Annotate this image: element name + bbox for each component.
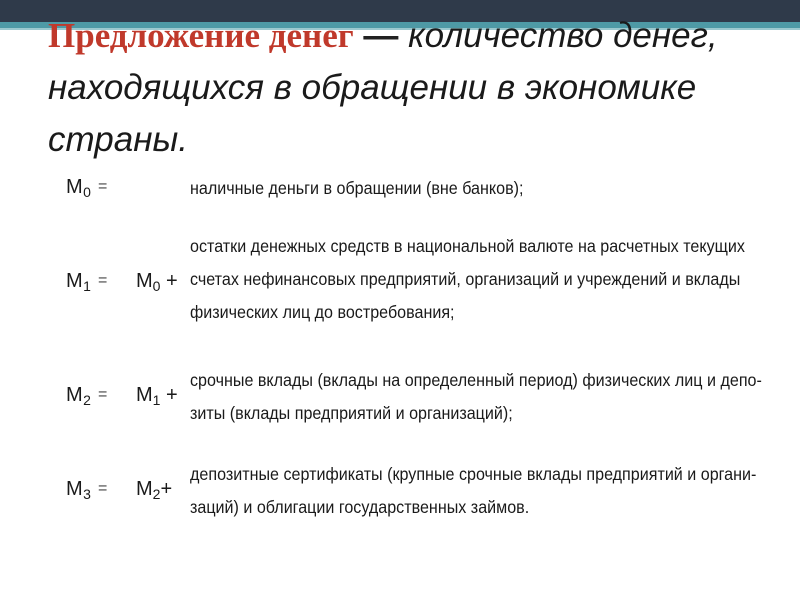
description-line: срочные вклады (вклады на определенный период) физических лиц и депо- — [190, 370, 762, 390]
description-line: остатки денежных средств в национальной валюте на расчетных текущих — [190, 236, 745, 256]
title-dash: — — [363, 16, 399, 55]
previous-aggregate: $M_1$ + — [136, 384, 178, 408]
slide-title — [48, 10, 768, 166]
aggregate-symbol: $M_0$ — [66, 176, 92, 200]
description-line: счетах нефинансовых предприятий, организаций и учреждений и вклады — [190, 269, 741, 289]
aggregate-description — [190, 172, 724, 205]
description-line: депозитные сертификаты (крупные срочные вклады предприятий и органи- — [190, 464, 757, 484]
aggregate-symbol: $M_3$ — [66, 478, 92, 502]
previous-aggregate: $M_2+$ — [136, 478, 173, 502]
aggregate-description — [190, 364, 762, 430]
aggregate-description — [190, 230, 745, 329]
description-line: зиты (вклады предприятий и организаций); — [190, 403, 513, 423]
equals-sign: = — [98, 272, 108, 289]
aggregate-symbol: $M_2$ — [66, 384, 92, 408]
title-definition: количество денег, находящихся в обращении в экономике страны. — [48, 16, 718, 159]
equals-sign: = — [98, 178, 108, 195]
aggregate-symbol: $M_1$ — [66, 270, 92, 294]
description-line: заций) и облигации государственных займов. — [190, 497, 530, 517]
description-line: физических лиц до востребования; — [190, 302, 455, 322]
equals-sign: = — [98, 480, 108, 497]
description-line: наличные деньги в обращении (вне банков); — [190, 178, 524, 198]
equals-sign: = — [98, 386, 108, 403]
title-term: Предложение денег — [48, 16, 354, 55]
previous-aggregate: $M_0$ + — [136, 270, 178, 294]
aggregate-description — [190, 458, 757, 524]
